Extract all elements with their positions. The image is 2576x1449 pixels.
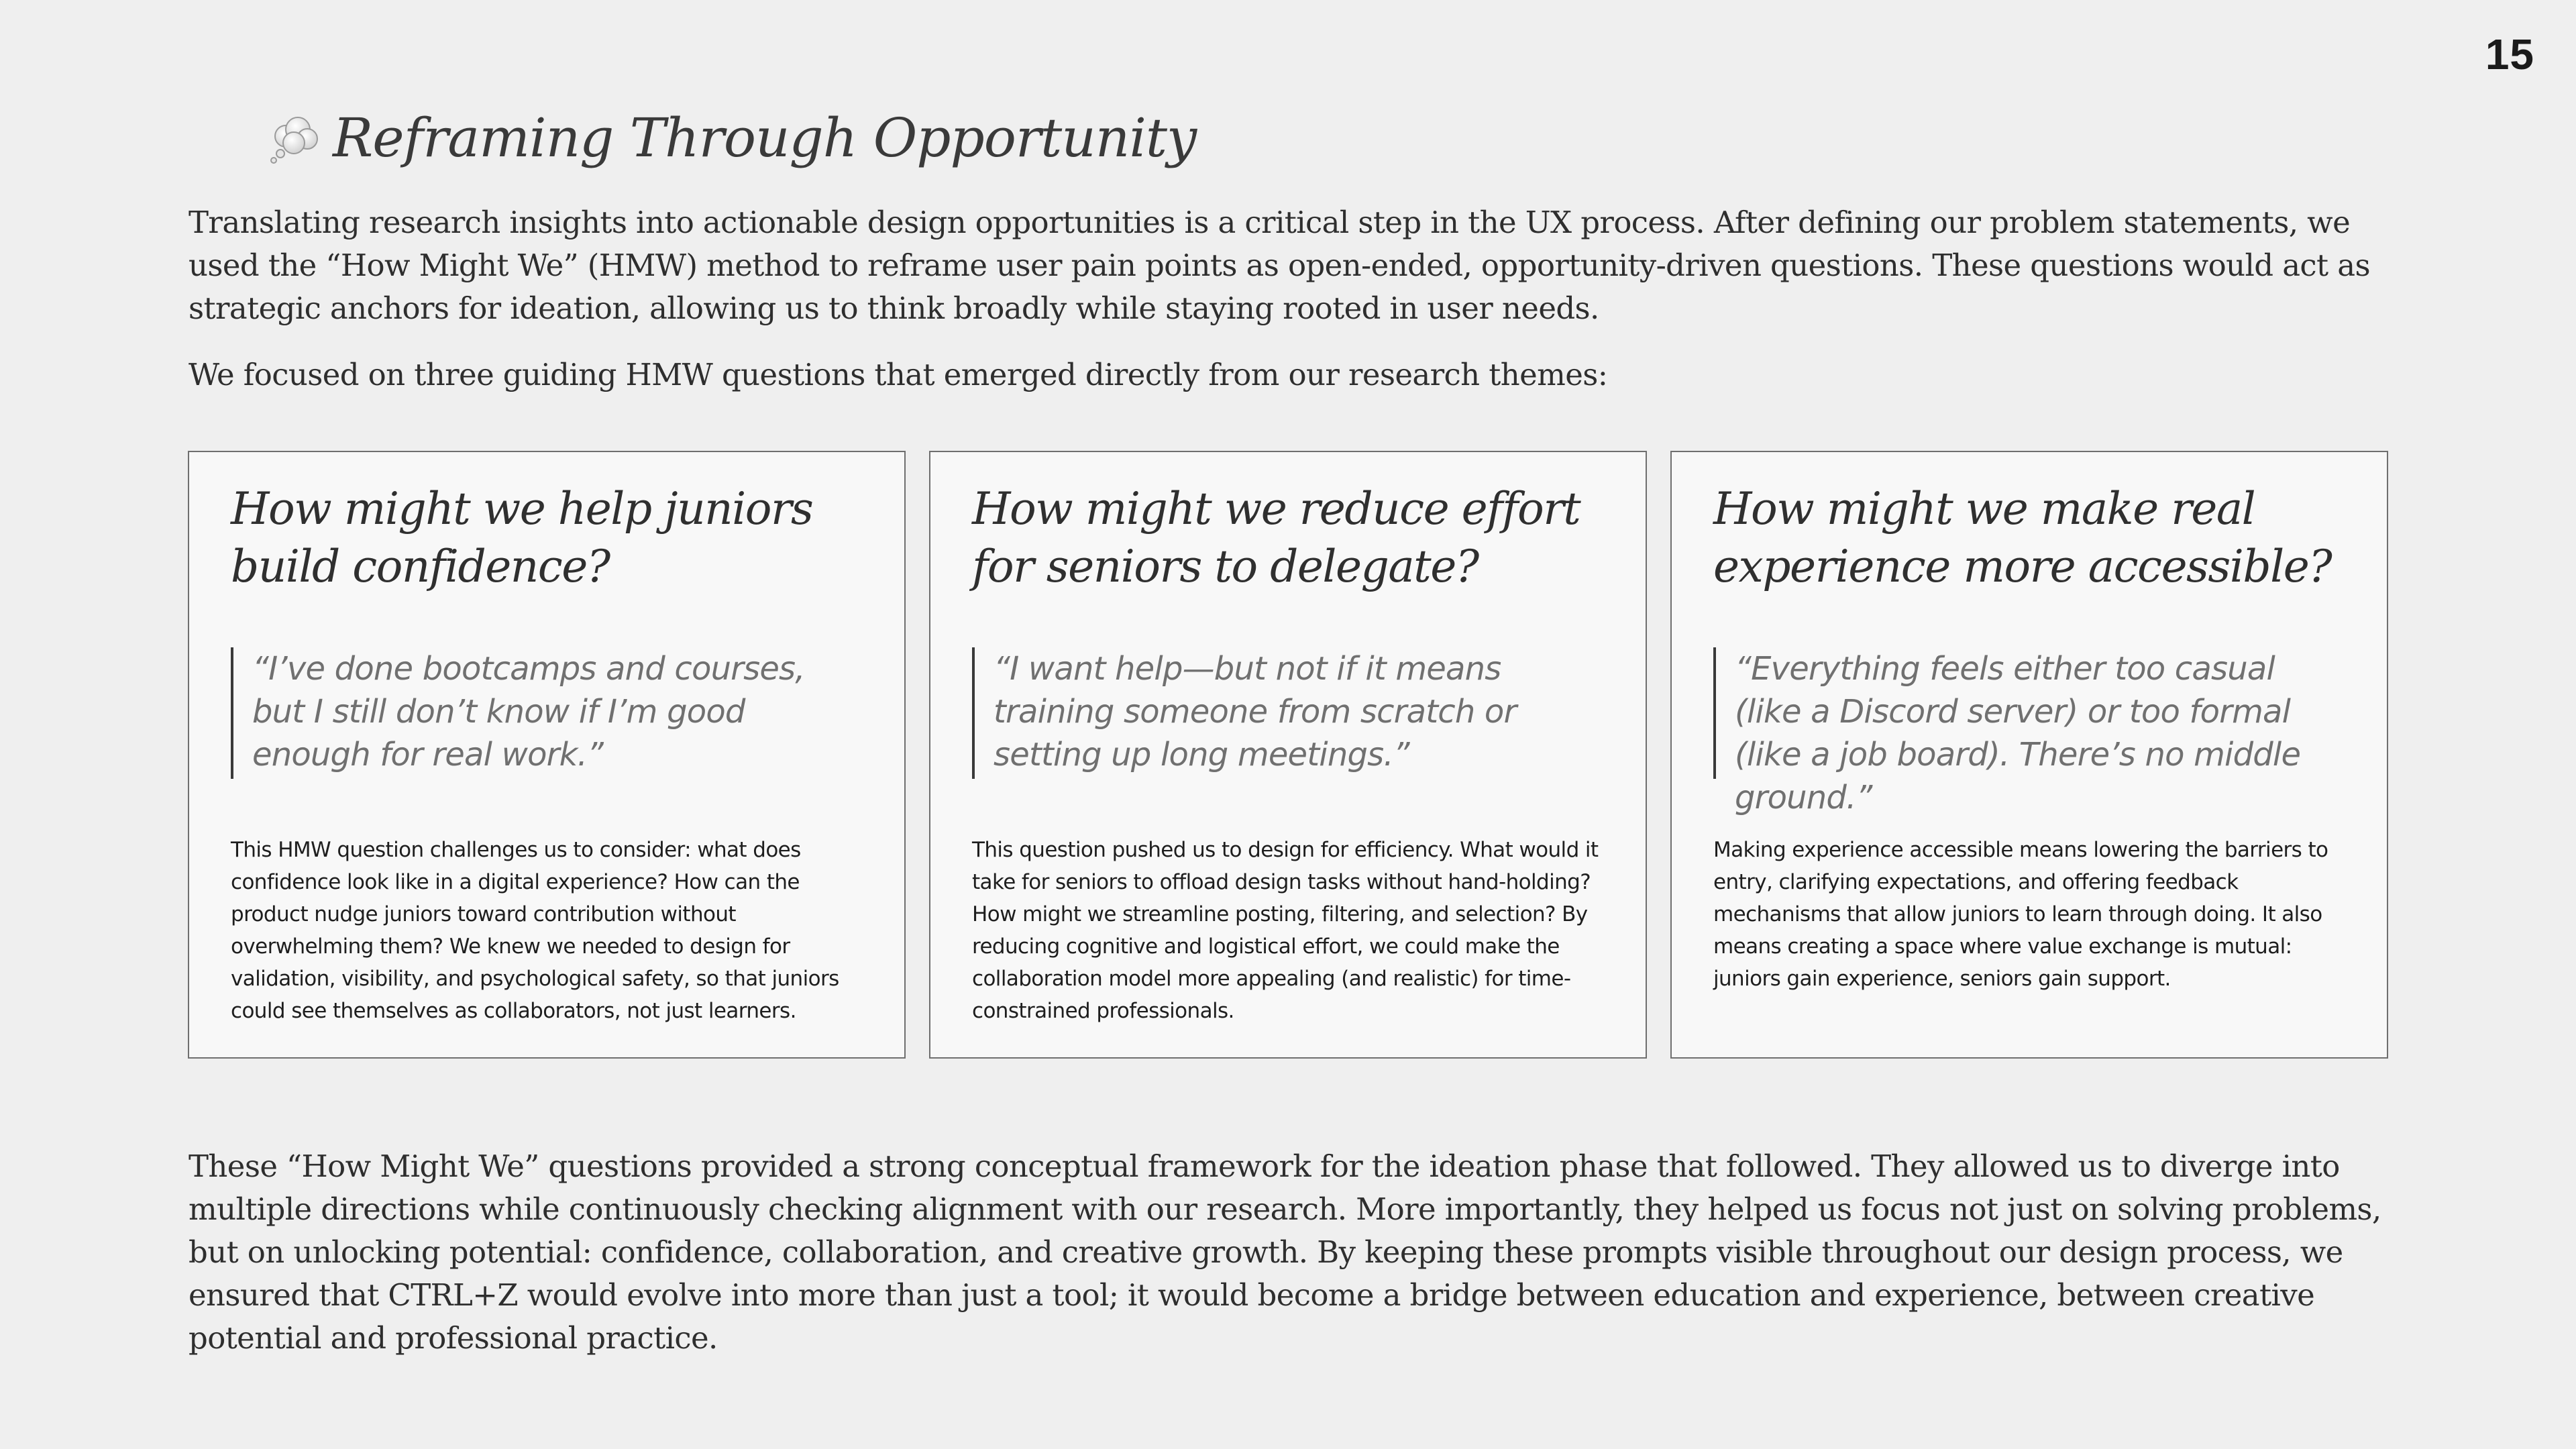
section-title: Reframing Through Opportunity	[333, 106, 1197, 169]
hmw-description: This question pushed us to design for efficiency. What would it take for seniors to offload design tasks without hand-holding? How might we streamline posting, filtering, and selection? By reducing cognitive and logistical effort, we could make the collaboration model more appealing (and realistic) for time-constrained professionals.	[972, 838, 1599, 1023]
page-number: 15	[2485, 30, 2534, 78]
hmw-card-grid	[188, 451, 2388, 1059]
hmw-description: Making experience accessible means lowering the barriers to entry, clarifying expectations, and offering feedback mechanisms that allow juniors to learn through doing. It also means creating a space where value exchange is mutual: juniors gain experience, seniors gain support.	[1713, 838, 2328, 991]
hmw-description: This HMW question challenges us to consider: what does confidence look like in a digital experience? How can the product nudge juniors toward contribution without overwhelming them? We knew we needed to design for validation, visibility, and psychological safety, so that juniors could see themselves as collaborators, not just learners.	[231, 838, 839, 1023]
user-quote: “Everything feels either too casual (like a Discord server) or too formal (like a job board). There’s no middle ground.”	[1713, 647, 2347, 779]
user-quote: “I want help—but not if it means training someone from scratch or setting up long meetings.”	[972, 647, 1605, 779]
closing-paragraph: These “How Might We” questions provided a strong conceptual framework for the ideation phase that followed. They allowed us to diverge into multiple directions while continuously checking alignment with our research. More importantly, they helped us focus not just on solving problems, but on unlocking potential: confidence, collaboration, and creative growth. By keeping these prompts visible throughout our design process, we ensured that CTRL+Z would evolve into more than just a tool; it would become a bridge between education and experience, between creative potential and professional practice.	[189, 1148, 2381, 1356]
hmw-card	[188, 451, 906, 1059]
hmw-card	[1670, 451, 2388, 1059]
hmw-question: How might we reduce effort for seniors to delegate?	[972, 483, 1580, 592]
intro-paragraph: Translating research insights into actionable design opportunities is a critical step in the UX process. After defining our problem statements, we used the “How Might We” (HMW) method to reframe user pain points as open-ended, opportunity-driven questions. These questions would act as strategic anchors for ideation, allowing us to think broadly while staying rooted in user needs.	[189, 205, 2370, 326]
section-header	[267, 101, 1196, 174]
hmw-card	[929, 451, 1647, 1059]
hmw-question: How might we make real experience more accessible?	[1713, 483, 2332, 592]
lead-paragraph: We focused on three guiding HMW questions that emerged directly from our research themes:	[189, 357, 1608, 392]
thought-cloud-icon	[267, 109, 323, 166]
user-quote: “I’ve done bootcamps and courses, but I still don’t know if I’m good enough for real work.”	[231, 647, 864, 779]
hmw-question: How might we help juniors build confidence?	[231, 483, 813, 592]
